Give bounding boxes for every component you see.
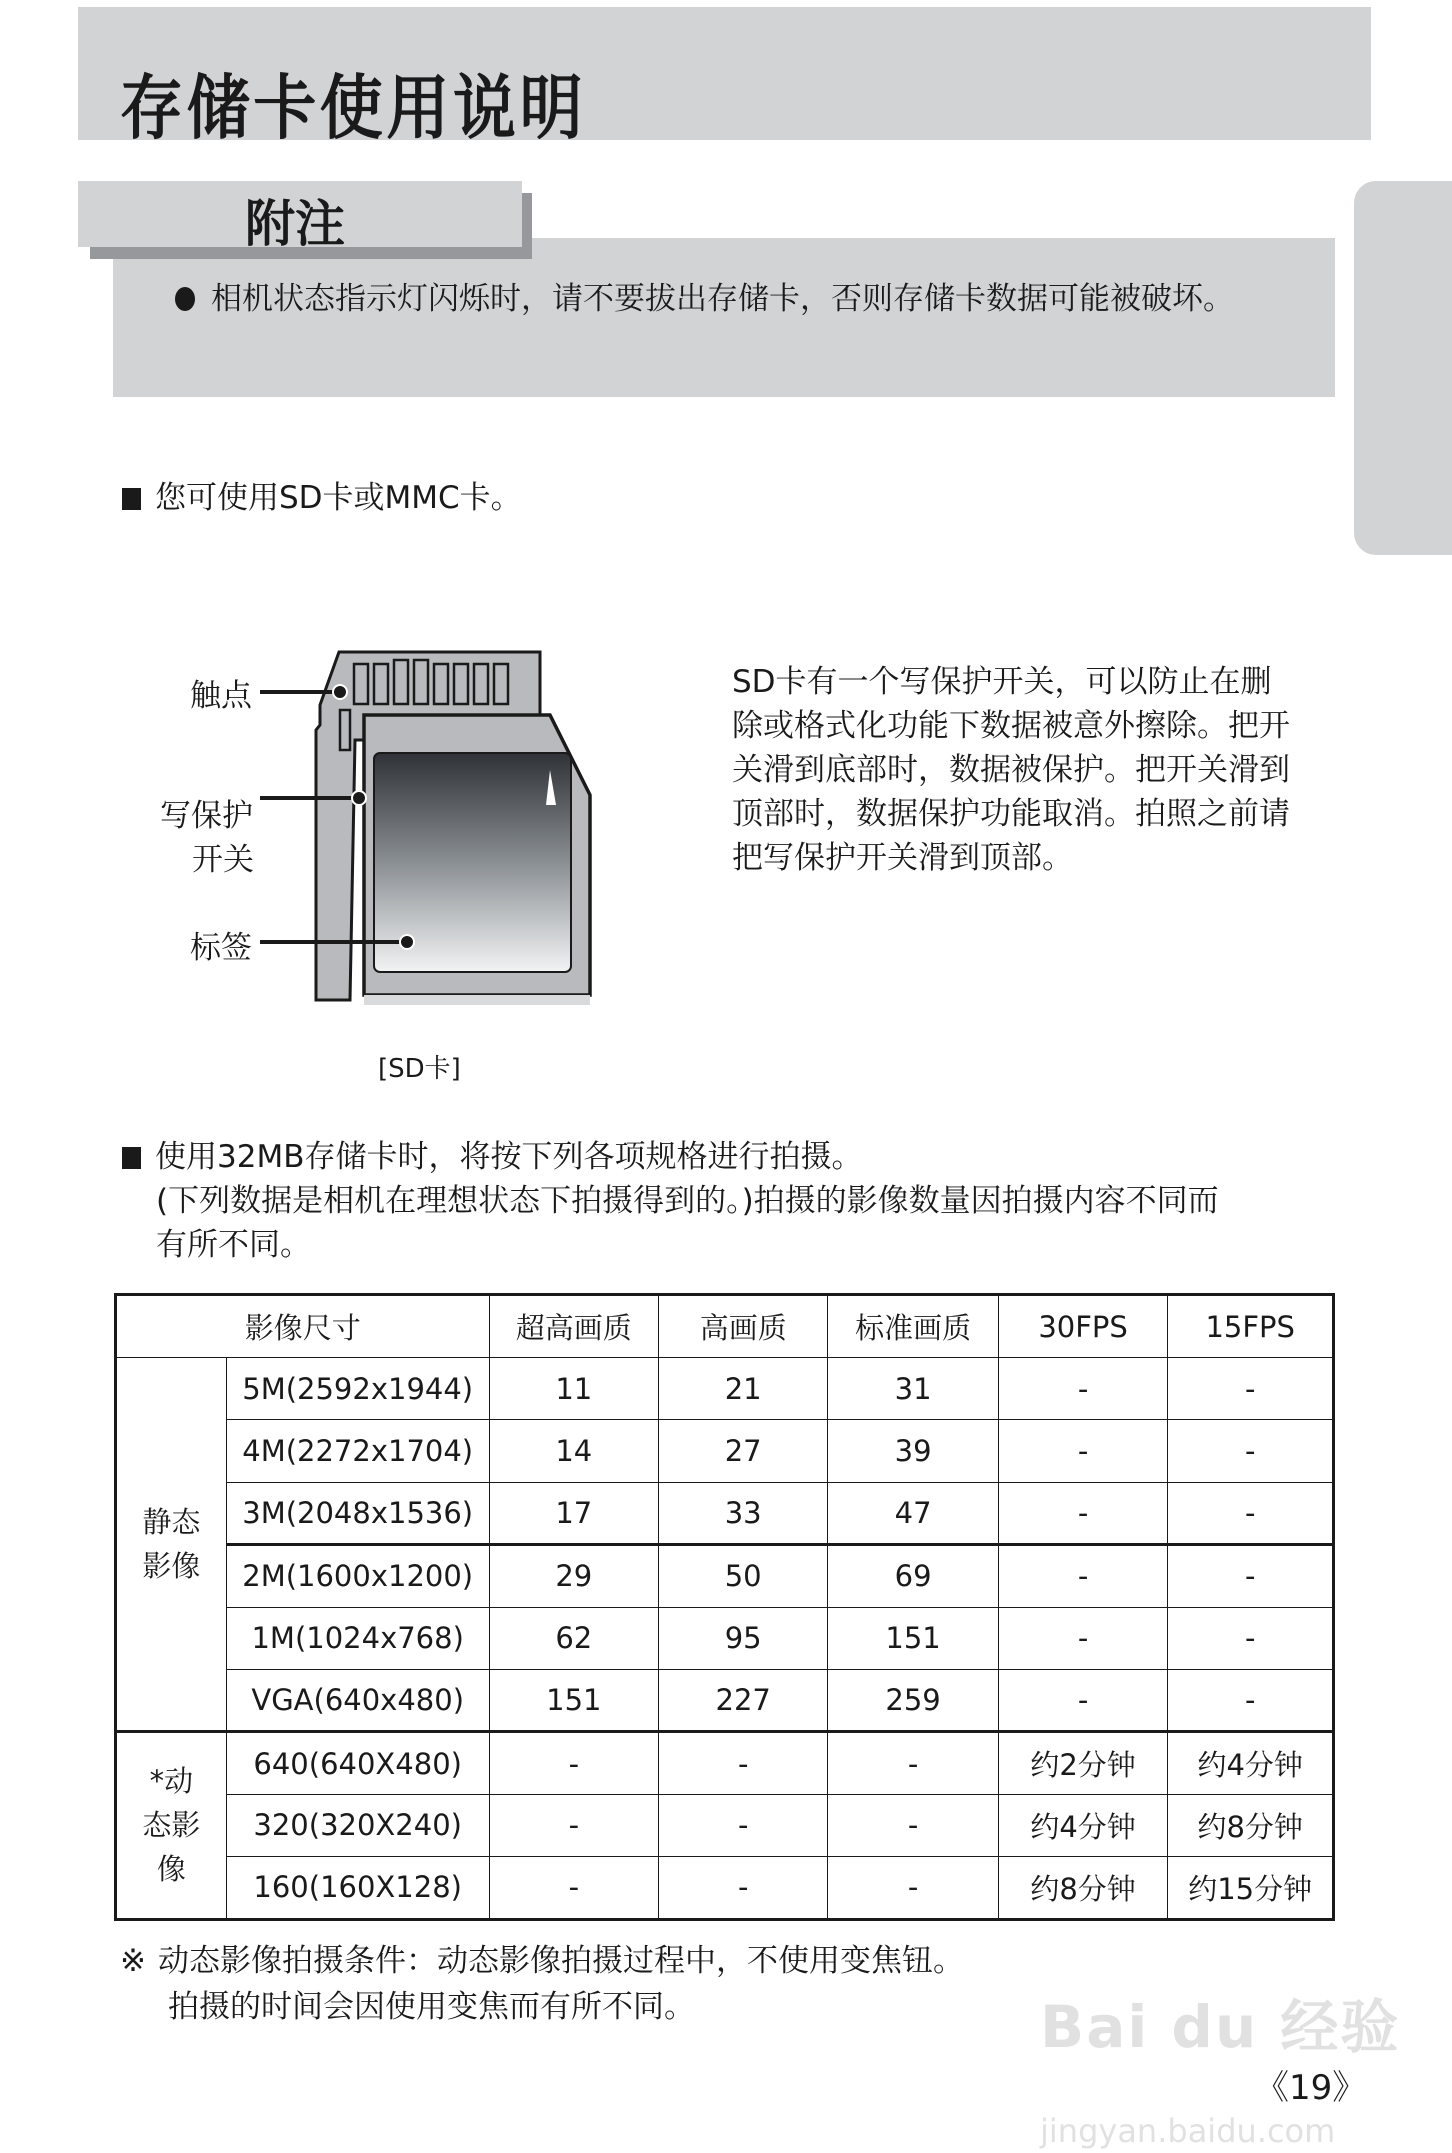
- spec-intro-text-1: 使用32MB存储卡时，将按下列各项规格进行拍摄。: [155, 1139, 863, 1175]
- table-cell: 5M(2592x1944): [226, 1358, 489, 1420]
- table-cell: 151: [489, 1669, 658, 1731]
- table-cell: VGA(640x480): [226, 1669, 489, 1731]
- header-size: 影像尺寸: [116, 1295, 490, 1358]
- table-row: [116, 1545, 1334, 1607]
- spec-intro-line-1: [122, 1135, 1342, 1179]
- page-number: 《19》: [1255, 2068, 1367, 2108]
- table-row: [116, 1607, 1334, 1669]
- table-row: [116, 1732, 1334, 1794]
- table-cell: -: [1168, 1420, 1334, 1482]
- table-cell: 27: [659, 1420, 828, 1482]
- side-tab: [1354, 181, 1452, 555]
- table-cell: 约8分钟: [998, 1857, 1168, 1919]
- table-cell: -: [1168, 1482, 1334, 1544]
- table-cell: -: [998, 1358, 1168, 1420]
- table-row: [116, 1420, 1334, 1482]
- table-cell: 33: [659, 1482, 828, 1544]
- table-cell: 320(320X240): [226, 1794, 489, 1856]
- table-cell: -: [998, 1482, 1168, 1544]
- table-cell: -: [998, 1420, 1168, 1482]
- spec-intro: [122, 1135, 1342, 1267]
- table-cell: -: [1168, 1669, 1334, 1731]
- card-caption: [SD卡]: [378, 1054, 461, 1084]
- watermark-url: jingyan.baidu.com: [1040, 2112, 1336, 2150]
- table-row: [116, 1669, 1334, 1731]
- spec-table: [114, 1293, 1335, 1921]
- header-normal: 标准画质: [828, 1295, 998, 1358]
- table-cell: 约8分钟: [1168, 1794, 1334, 1856]
- table-cell: -: [998, 1545, 1168, 1607]
- table-row: [116, 1482, 1334, 1544]
- footnote-mark: ※: [120, 1943, 146, 1979]
- table-cell: 47: [828, 1482, 998, 1544]
- table-cell: 约4分钟: [998, 1794, 1168, 1856]
- bullet-dot-icon: [175, 287, 195, 311]
- table-cell: -: [828, 1794, 998, 1856]
- spec-intro-line-2: (下列数据是相机在理想状态下拍摄得到的。)拍摄的影像数量因拍摄内容不同而: [156, 1183, 1219, 1219]
- label-contacts: 触点: [190, 678, 252, 714]
- table-cell: 1M(1024x768): [226, 1607, 489, 1669]
- table-cell: -: [659, 1794, 828, 1856]
- table-cell: 640(640X480): [226, 1732, 489, 1794]
- table-header-row: [116, 1295, 1334, 1358]
- table-cell: 约4分钟: [1168, 1732, 1334, 1794]
- header-15fps: 15FPS: [1168, 1295, 1334, 1358]
- sd-support-text: 您可使用SD卡或MMC卡。: [155, 480, 522, 516]
- table-cell: -: [659, 1857, 828, 1919]
- table-cell: 2M(1600x1200): [226, 1545, 489, 1607]
- table-cell: 62: [489, 1607, 658, 1669]
- table-cell: -: [998, 1669, 1168, 1731]
- table-cell: 151: [828, 1607, 998, 1669]
- table-cell: -: [1168, 1545, 1334, 1607]
- bullet-square-icon: [122, 488, 141, 510]
- table-cell: 69: [828, 1545, 998, 1607]
- note-tab-label: 附注: [245, 195, 345, 253]
- table-cell: 39: [828, 1420, 998, 1482]
- table-cell: -: [1168, 1607, 1334, 1669]
- footnote-text-1: 动态影像拍摄条件：动态影像拍摄过程中，不使用变焦钮。: [157, 1943, 964, 1979]
- label-switch: 开关: [192, 842, 254, 878]
- table-cell: 160(160X128): [226, 1857, 489, 1919]
- table-cell: 约15分钟: [1168, 1857, 1334, 1919]
- table-cell: 29: [489, 1545, 658, 1607]
- header-superfine: 超高画质: [489, 1295, 658, 1358]
- table-cell: 3M(2048x1536): [226, 1482, 489, 1544]
- table-cell: 50: [659, 1545, 828, 1607]
- table-cell: -: [489, 1732, 658, 1794]
- label-label: 标签: [190, 930, 252, 966]
- sd-card-illustration: [250, 640, 610, 1030]
- bullet-square-icon: [122, 1147, 141, 1169]
- table-cell: -: [1168, 1358, 1334, 1420]
- front-card: [364, 715, 590, 1005]
- table-cell: 95: [659, 1607, 828, 1669]
- table-cell: -: [998, 1607, 1168, 1669]
- table-cell: 31: [828, 1358, 998, 1420]
- table-cell: 约2分钟: [998, 1732, 1168, 1794]
- spec-intro-line-3: 有所不同。: [156, 1227, 311, 1263]
- header-30fps: 30FPS: [998, 1295, 1168, 1358]
- table-cell: 227: [659, 1669, 828, 1731]
- table-cell: 14: [489, 1420, 658, 1482]
- card-description: SD卡有一个写保护开关，可以防止在删除或格式化功能下数据被意外擦除。把开关滑到底部时，数据被保护。把开关滑到顶部时，数据保护功能取消。拍照之前请把写保护开关滑到顶部。: [732, 664, 1290, 876]
- note-text-content: 相机状态指示灯闪烁时，请不要拔出存储卡，否则存储卡数据可能被破坏。: [211, 281, 1234, 317]
- table-row: [116, 1857, 1334, 1919]
- sd-support-line: [122, 476, 522, 520]
- table-cell: 11: [489, 1358, 658, 1420]
- watermark-logo: Bai du 经验: [1040, 1993, 1401, 2061]
- group-still-images: 静态影像: [116, 1358, 227, 1732]
- table-cell: -: [659, 1732, 828, 1794]
- table-cell: -: [489, 1794, 658, 1856]
- page-title: 存储卡使用说明: [120, 67, 587, 149]
- table-row: [116, 1358, 1334, 1420]
- table-cell: -: [828, 1857, 998, 1919]
- footnote-line-2: 拍摄的时间会因使用变焦而有所不同。: [168, 1989, 695, 2025]
- table-cell: -: [828, 1732, 998, 1794]
- note-text: [175, 273, 1234, 318]
- label-write-protect: 写保护: [160, 798, 253, 834]
- table-cell: 21: [659, 1358, 828, 1420]
- footnote-line-1: [120, 1938, 964, 1984]
- table-row: [116, 1794, 1334, 1856]
- table-cell: 259: [828, 1669, 998, 1731]
- footnote: [120, 1938, 964, 2030]
- table-cell: -: [489, 1857, 658, 1919]
- group-movie-clips: *动态影像: [116, 1732, 227, 1919]
- table-cell: 17: [489, 1482, 658, 1544]
- header-fine: 高画质: [659, 1295, 828, 1358]
- table-cell: 4M(2272x1704): [226, 1420, 489, 1482]
